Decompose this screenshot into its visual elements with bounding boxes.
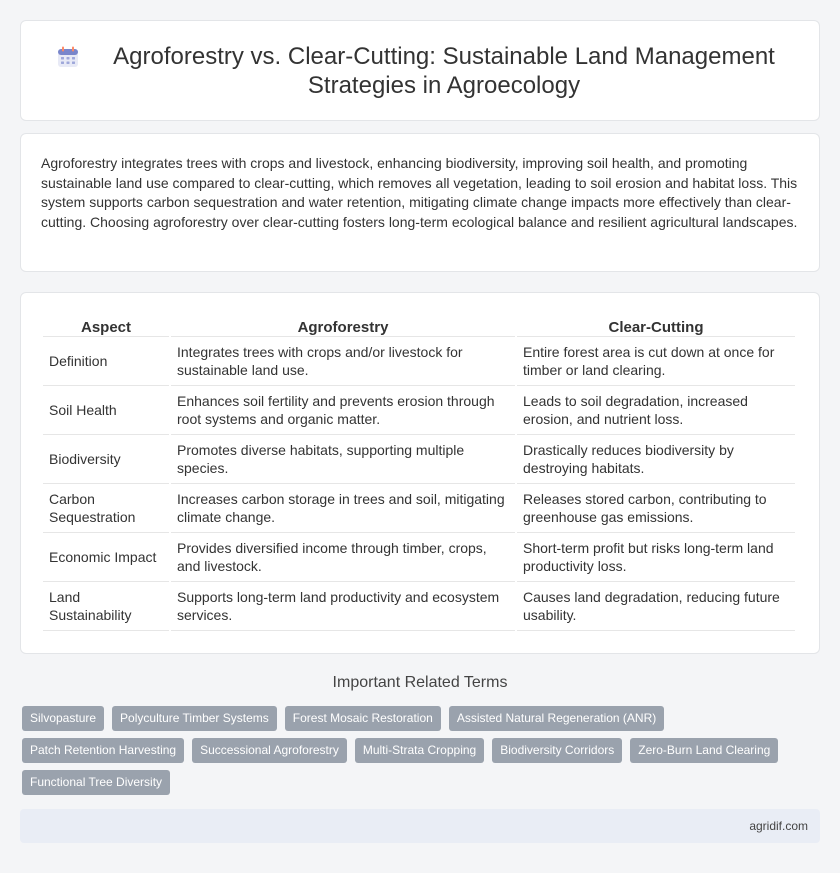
header-clear-cutting: Clear-Cutting [517, 313, 795, 337]
cell-clear-cutting: Leads to soil degradation, increased erosion, and nutrient loss. [517, 386, 795, 435]
term-tag[interactable]: Assisted Natural Regeneration (ANR) [449, 706, 664, 731]
comparison-table [41, 313, 797, 631]
cell-clear-cutting: Short-term profit but risks long-term land productivity loss. [517, 533, 795, 582]
table-header-row [43, 313, 795, 337]
term-tag[interactable]: Zero-Burn Land Clearing [630, 738, 778, 763]
intro-paragraph: Agroforestry integrates trees with crops and livestock, enhancing biodiversity, improving soil health, and promoting sustainable land use compared to clear-cutting, which removes all vegetation, leading to soil erosion and habitat loss. This system supports carbon sequestration and water retention, mitigating climate change impacts more effectively than clear-cutting. Choosing agroforestry over clear-cutting fosters long-term ecological balance and resilient agricultural landscapes. [41, 155, 798, 230]
cell-agroforestry: Promotes diverse habitats, supporting multiple species. [171, 435, 515, 484]
table-row [43, 582, 795, 631]
cell-aspect: Economic Impact [43, 533, 169, 582]
comparison-card [20, 292, 820, 654]
table-row [43, 337, 795, 386]
cell-agroforestry: Supports long-term land productivity and ecosystem services. [171, 582, 515, 631]
term-tag[interactable]: Biodiversity Corridors [492, 738, 622, 763]
header [56, 42, 784, 100]
page-title: Agroforestry vs. Clear-Cutting: Sustainable Land Management Strategies in Agroecology [113, 42, 775, 99]
header-agroforestry: Agroforestry [171, 313, 515, 337]
cell-agroforestry: Increases carbon storage in trees and soil, mitigating climate change. [171, 484, 515, 533]
cell-aspect: Definition [43, 337, 169, 386]
footer [20, 809, 820, 843]
footer-site-link[interactable]: agridif.com [749, 819, 808, 833]
cell-aspect: Land Sustainability [43, 582, 169, 631]
cell-clear-cutting: Entire forest area is cut down at once for timber or land clearing. [517, 337, 795, 386]
related-terms-list [22, 706, 818, 802]
term-tag[interactable]: Patch Retention Harvesting [22, 738, 184, 763]
cell-aspect: Biodiversity [43, 435, 169, 484]
cell-aspect: Soil Health [43, 386, 169, 435]
term-tag[interactable]: Silvopasture [22, 706, 104, 731]
term-tag[interactable]: Polyculture Timber Systems [112, 706, 277, 731]
header-aspect: Aspect [43, 313, 169, 337]
table-row [43, 435, 795, 484]
term-tag[interactable]: Forest Mosaic Restoration [285, 706, 441, 731]
header-card [20, 20, 820, 121]
term-tag[interactable]: Successional Agroforestry [192, 738, 347, 763]
term-tag[interactable]: Functional Tree Diversity [22, 770, 170, 795]
cell-clear-cutting: Causes land degradation, reducing future usability. [517, 582, 795, 631]
table-row [43, 533, 795, 582]
intro-card [20, 133, 820, 272]
cell-agroforestry: Enhances soil fertility and prevents erosion through root systems and organic matter. [171, 386, 515, 435]
cell-agroforestry: Integrates trees with crops and/or livestock for sustainable land use. [171, 337, 515, 386]
table-row [43, 386, 795, 435]
cell-clear-cutting: Releases stored carbon, contributing to greenhouse gas emissions. [517, 484, 795, 533]
term-tag[interactable]: Multi-Strata Cropping [355, 738, 484, 763]
calendar-icon [56, 45, 80, 69]
cell-agroforestry: Provides diversified income through timber, crops, and livestock. [171, 533, 515, 582]
table-row [43, 484, 795, 533]
cell-aspect: Carbon Sequestration [43, 484, 169, 533]
cell-clear-cutting: Drastically reduces biodiversity by destroying habitats. [517, 435, 795, 484]
related-terms-title: Important Related Terms [332, 674, 508, 691]
